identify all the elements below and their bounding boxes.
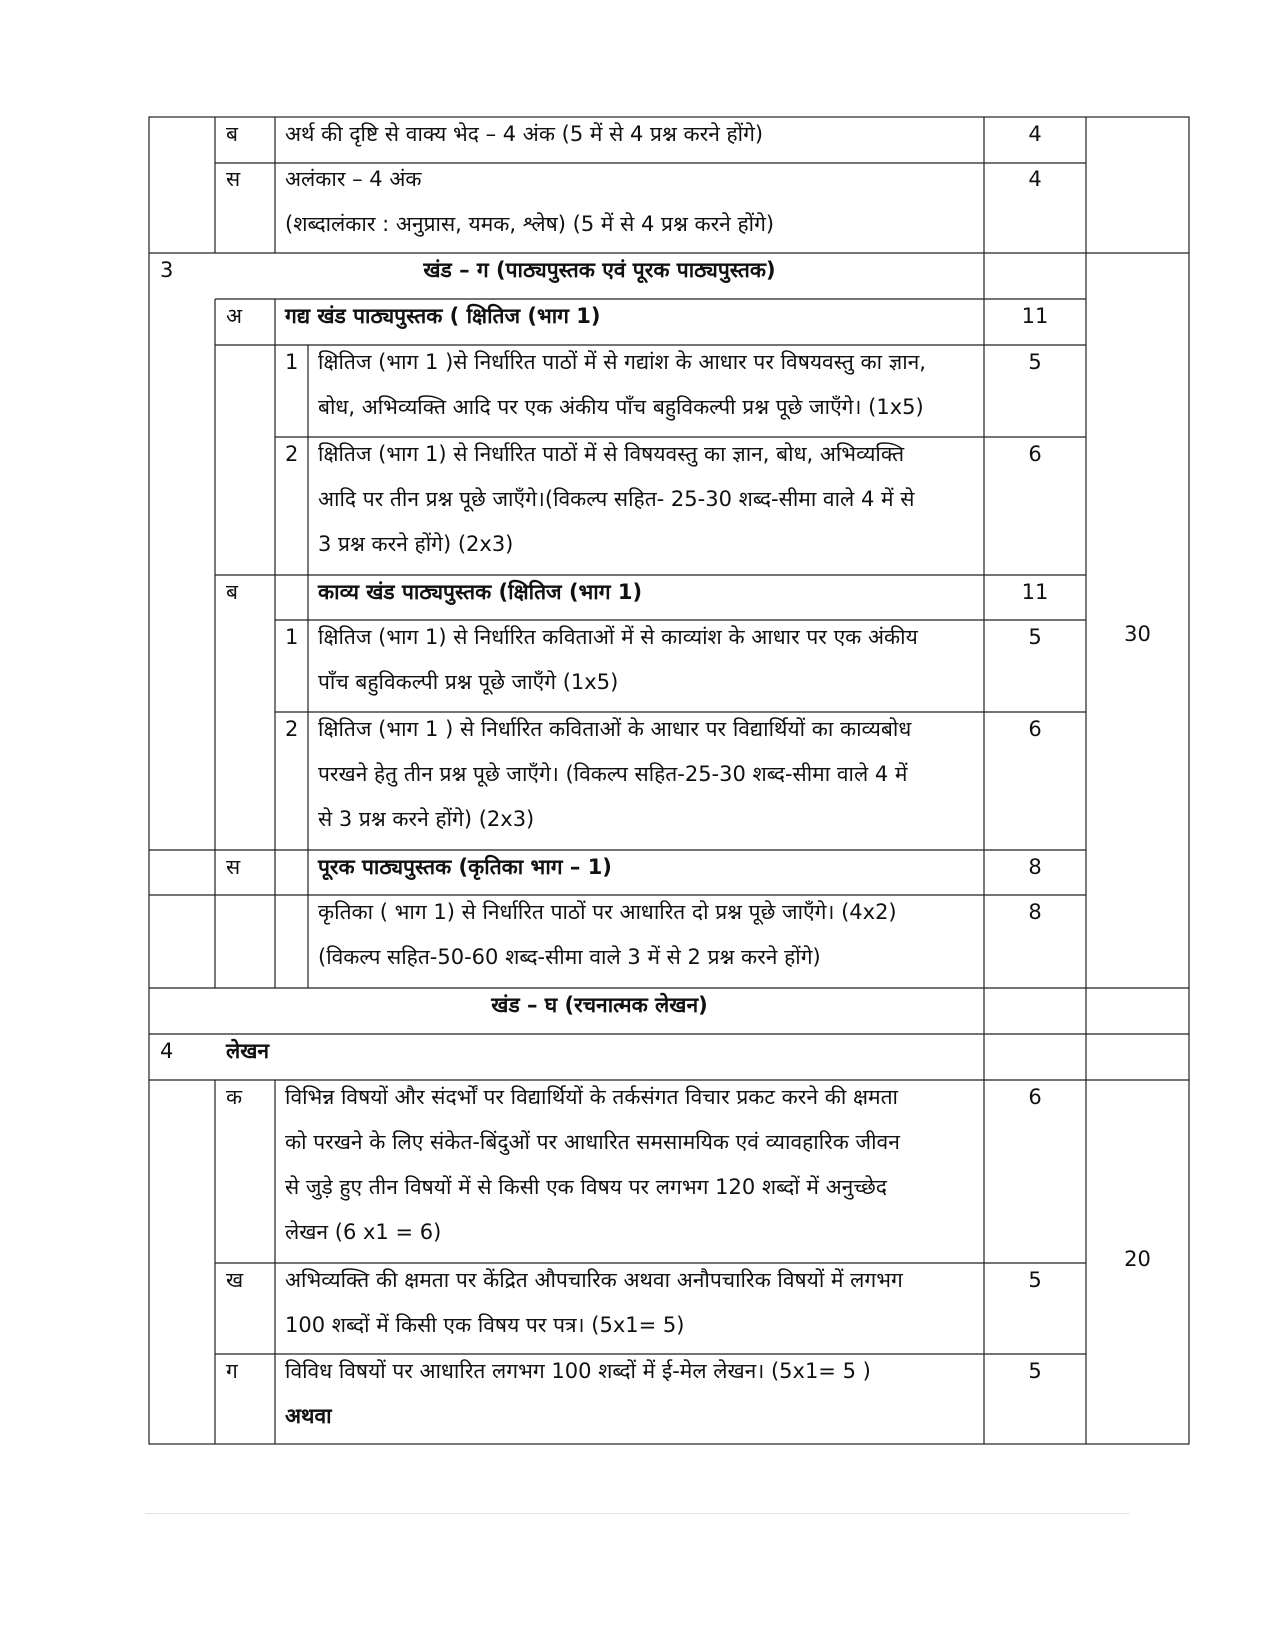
row-heading: अथवा bbox=[285, 1404, 332, 1428]
row-sub-label: अ bbox=[226, 304, 243, 328]
row-text: बोध, अभिव्यक्ति आदि पर एक अंकीय पाँच बहुविकल्पी प्रश्न पूछे जाएँगे। (1x5) bbox=[318, 395, 924, 419]
row-marks: 6 bbox=[1028, 717, 1042, 741]
row-heading: लेखन bbox=[226, 1039, 270, 1063]
section-total: 20 bbox=[1124, 1247, 1151, 1271]
row-text: क्षितिज (भाग 1) से निर्धारित पाठों में से विषयवस्तु का ज्ञान, बोध, अभिव्यक्ति bbox=[318, 442, 905, 466]
section-heading: खंड – ग (पाठ्यपुस्तक एवं पूरक पाठ्यपुस्तक) bbox=[423, 258, 776, 282]
row-marks: 5 bbox=[1028, 350, 1042, 374]
row-sub-label: क bbox=[226, 1085, 243, 1109]
section-heading: खंड – घ (रचनात्मक लेखन) bbox=[491, 993, 708, 1017]
row-text: अर्थ की दृष्टि से वाक्य भेद – 4 अंक (5 में से 4 प्रश्न करने होंगे) bbox=[285, 122, 764, 146]
row-text: 3 प्रश्न करने होंगे) (2x3) bbox=[318, 532, 514, 556]
row-marks: 6 bbox=[1028, 442, 1042, 466]
row-sub-label: ब bbox=[226, 122, 238, 146]
row-marks: 5 bbox=[1028, 625, 1042, 649]
row-sub-label: ब bbox=[226, 580, 238, 604]
row-text: कृतिका ( भाग 1) से निर्धारित पाठों पर आधारित दो प्रश्न पूछे जाएँगे। (4x2) bbox=[318, 900, 897, 924]
row-index: 1 bbox=[285, 350, 299, 374]
row-text: 100 शब्दों में किसी एक विषय पर पत्र। (5x1= 5) bbox=[285, 1313, 685, 1337]
row-text: को परखने के लिए संकेत-बिंदुओं पर आधारित समसामयिक एवं व्यावहारिक जीवन bbox=[285, 1130, 900, 1154]
row-text: परखने हेतु तीन प्रश्न पूछे जाएँगे। (विकल्प सहित-25-30 शब्द-सीमा वाले 4 में bbox=[318, 762, 908, 786]
row-text: अभिव्यक्ति की क्षमता पर केंद्रित औपचारिक अथवा अनौपचारिक विषयों में लगभग bbox=[285, 1268, 903, 1292]
row-sub-label: ख bbox=[226, 1268, 244, 1292]
row-sub-label: स bbox=[226, 855, 241, 879]
row-marks: 6 bbox=[1028, 1085, 1042, 1109]
row-text: (विकल्प सहित-50-60 शब्द-सीमा वाले 3 में से 2 प्रश्न करने होंगे) bbox=[318, 945, 821, 969]
row-text: विभिन्न विषयों और संदर्भों पर विद्यार्थियों के तर्कसंगत विचार प्रकट करने की क्षमता bbox=[285, 1085, 898, 1109]
row-index: 1 bbox=[285, 625, 299, 649]
row-index: 2 bbox=[285, 442, 299, 466]
row-marks: 5 bbox=[1028, 1268, 1042, 1292]
row-text: पाँच बहुविकल्पी प्रश्न पूछे जाएँगे (1x5) bbox=[318, 670, 619, 694]
row-marks: 4 bbox=[1028, 167, 1042, 191]
row-marks: 11 bbox=[1021, 304, 1049, 328]
row-text: अलंकार – 4 अंक bbox=[285, 167, 422, 191]
row-marks: 4 bbox=[1028, 122, 1042, 146]
section-total: 30 bbox=[1124, 622, 1151, 646]
row-marks: 8 bbox=[1028, 855, 1042, 879]
row-marks: 11 bbox=[1021, 580, 1049, 604]
row-text: से जुड़े हुए तीन विषयों में से किसी एक विषय पर लगभग 120 शब्दों में अनुच्छेद bbox=[285, 1175, 887, 1199]
row-sub-label: ग bbox=[226, 1359, 238, 1383]
row-text: विविध विषयों पर आधारित लगभग 100 शब्दों में ई-मेल लेखन। (5x1= 5 ) bbox=[285, 1359, 871, 1383]
row-heading: काव्य खंड पाठ्यपुस्तक (क्षितिज (भाग 1) bbox=[318, 580, 643, 604]
row-text: (शब्दालंकार : अनुप्रास, यमक, श्लेष) (5 में से 4 प्रश्न करने होंगे) bbox=[285, 212, 775, 236]
section-number: 3 bbox=[160, 258, 174, 282]
footer-divider bbox=[145, 1513, 1130, 1514]
row-sub-label: स bbox=[226, 167, 241, 191]
row-marks: 8 bbox=[1028, 900, 1042, 924]
row-text: लेखन (6 x1 = 6) bbox=[285, 1220, 442, 1244]
row-text: आदि पर तीन प्रश्न पूछे जाएँगे।(विकल्प सहित- 25-30 शब्द-सीमा वाले 4 में से bbox=[318, 487, 915, 511]
row-text: क्षितिज (भाग 1 )से निर्धारित पाठों में से गद्यांश के आधार पर विषयवस्तु का ज्ञान, bbox=[318, 350, 926, 374]
row-heading: पूरक पाठ्यपुस्तक (कृतिका भाग – 1) bbox=[318, 855, 612, 879]
row-text: से 3 प्रश्न करने होंगे) (2x3) bbox=[318, 807, 535, 831]
row-marks: 5 bbox=[1028, 1359, 1042, 1383]
row-index: 2 bbox=[285, 717, 299, 741]
row-heading: गद्य खंड पाठ्यपुस्तक ( क्षितिज (भाग 1) bbox=[285, 304, 601, 328]
row-text: क्षितिज (भाग 1) से निर्धारित कविताओं में से काव्यांश के आधार पर एक अंकीय bbox=[318, 625, 918, 649]
row-text: क्षितिज (भाग 1 ) से निर्धारित कविताओं के आधार पर विद्यार्थियों का काव्यबोध bbox=[318, 717, 912, 741]
section-number: 4 bbox=[160, 1039, 174, 1063]
